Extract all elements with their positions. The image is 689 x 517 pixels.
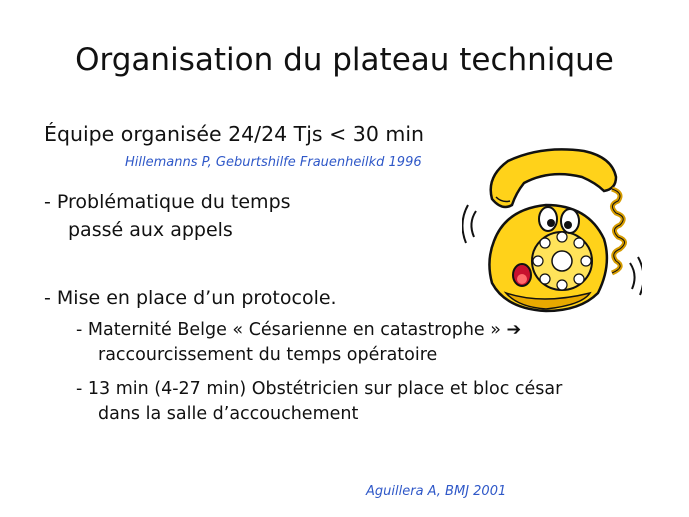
problem-call-time-line: - Problématique du temps (44, 191, 291, 213)
problem-call-time-line-cont: passé aux appels (68, 219, 233, 241)
telephone-icon (462, 143, 642, 318)
slide-title: Organisation du plateau technique (75, 42, 614, 78)
right-arrow-icon: ➔ (506, 320, 522, 340)
protocol-line: - Mise en place d’un protocole. (44, 287, 337, 309)
belgian-maternity-text: - Maternité Belge « Césarienne en catastrophe » (76, 320, 501, 340)
team-organisation-line: Équipe organisée 24/24 Tjs < 30 min (44, 122, 425, 146)
obstetrician-time-line: - 13 min (4-27 min) Obstétricien sur place et bloc césar (76, 379, 563, 399)
delivery-room-line: dans la salle d’accouchement (98, 404, 359, 424)
reference-hillemanns: Hillemanns P, Geburtshilfe Frauenheilkd 1996 (125, 155, 422, 170)
reference-aguillera: Aguillera A, BMJ 2001 (366, 484, 507, 499)
operative-time-line: raccourcissement du temps opératoire (98, 345, 438, 365)
belgian-maternity-line (76, 320, 521, 340)
